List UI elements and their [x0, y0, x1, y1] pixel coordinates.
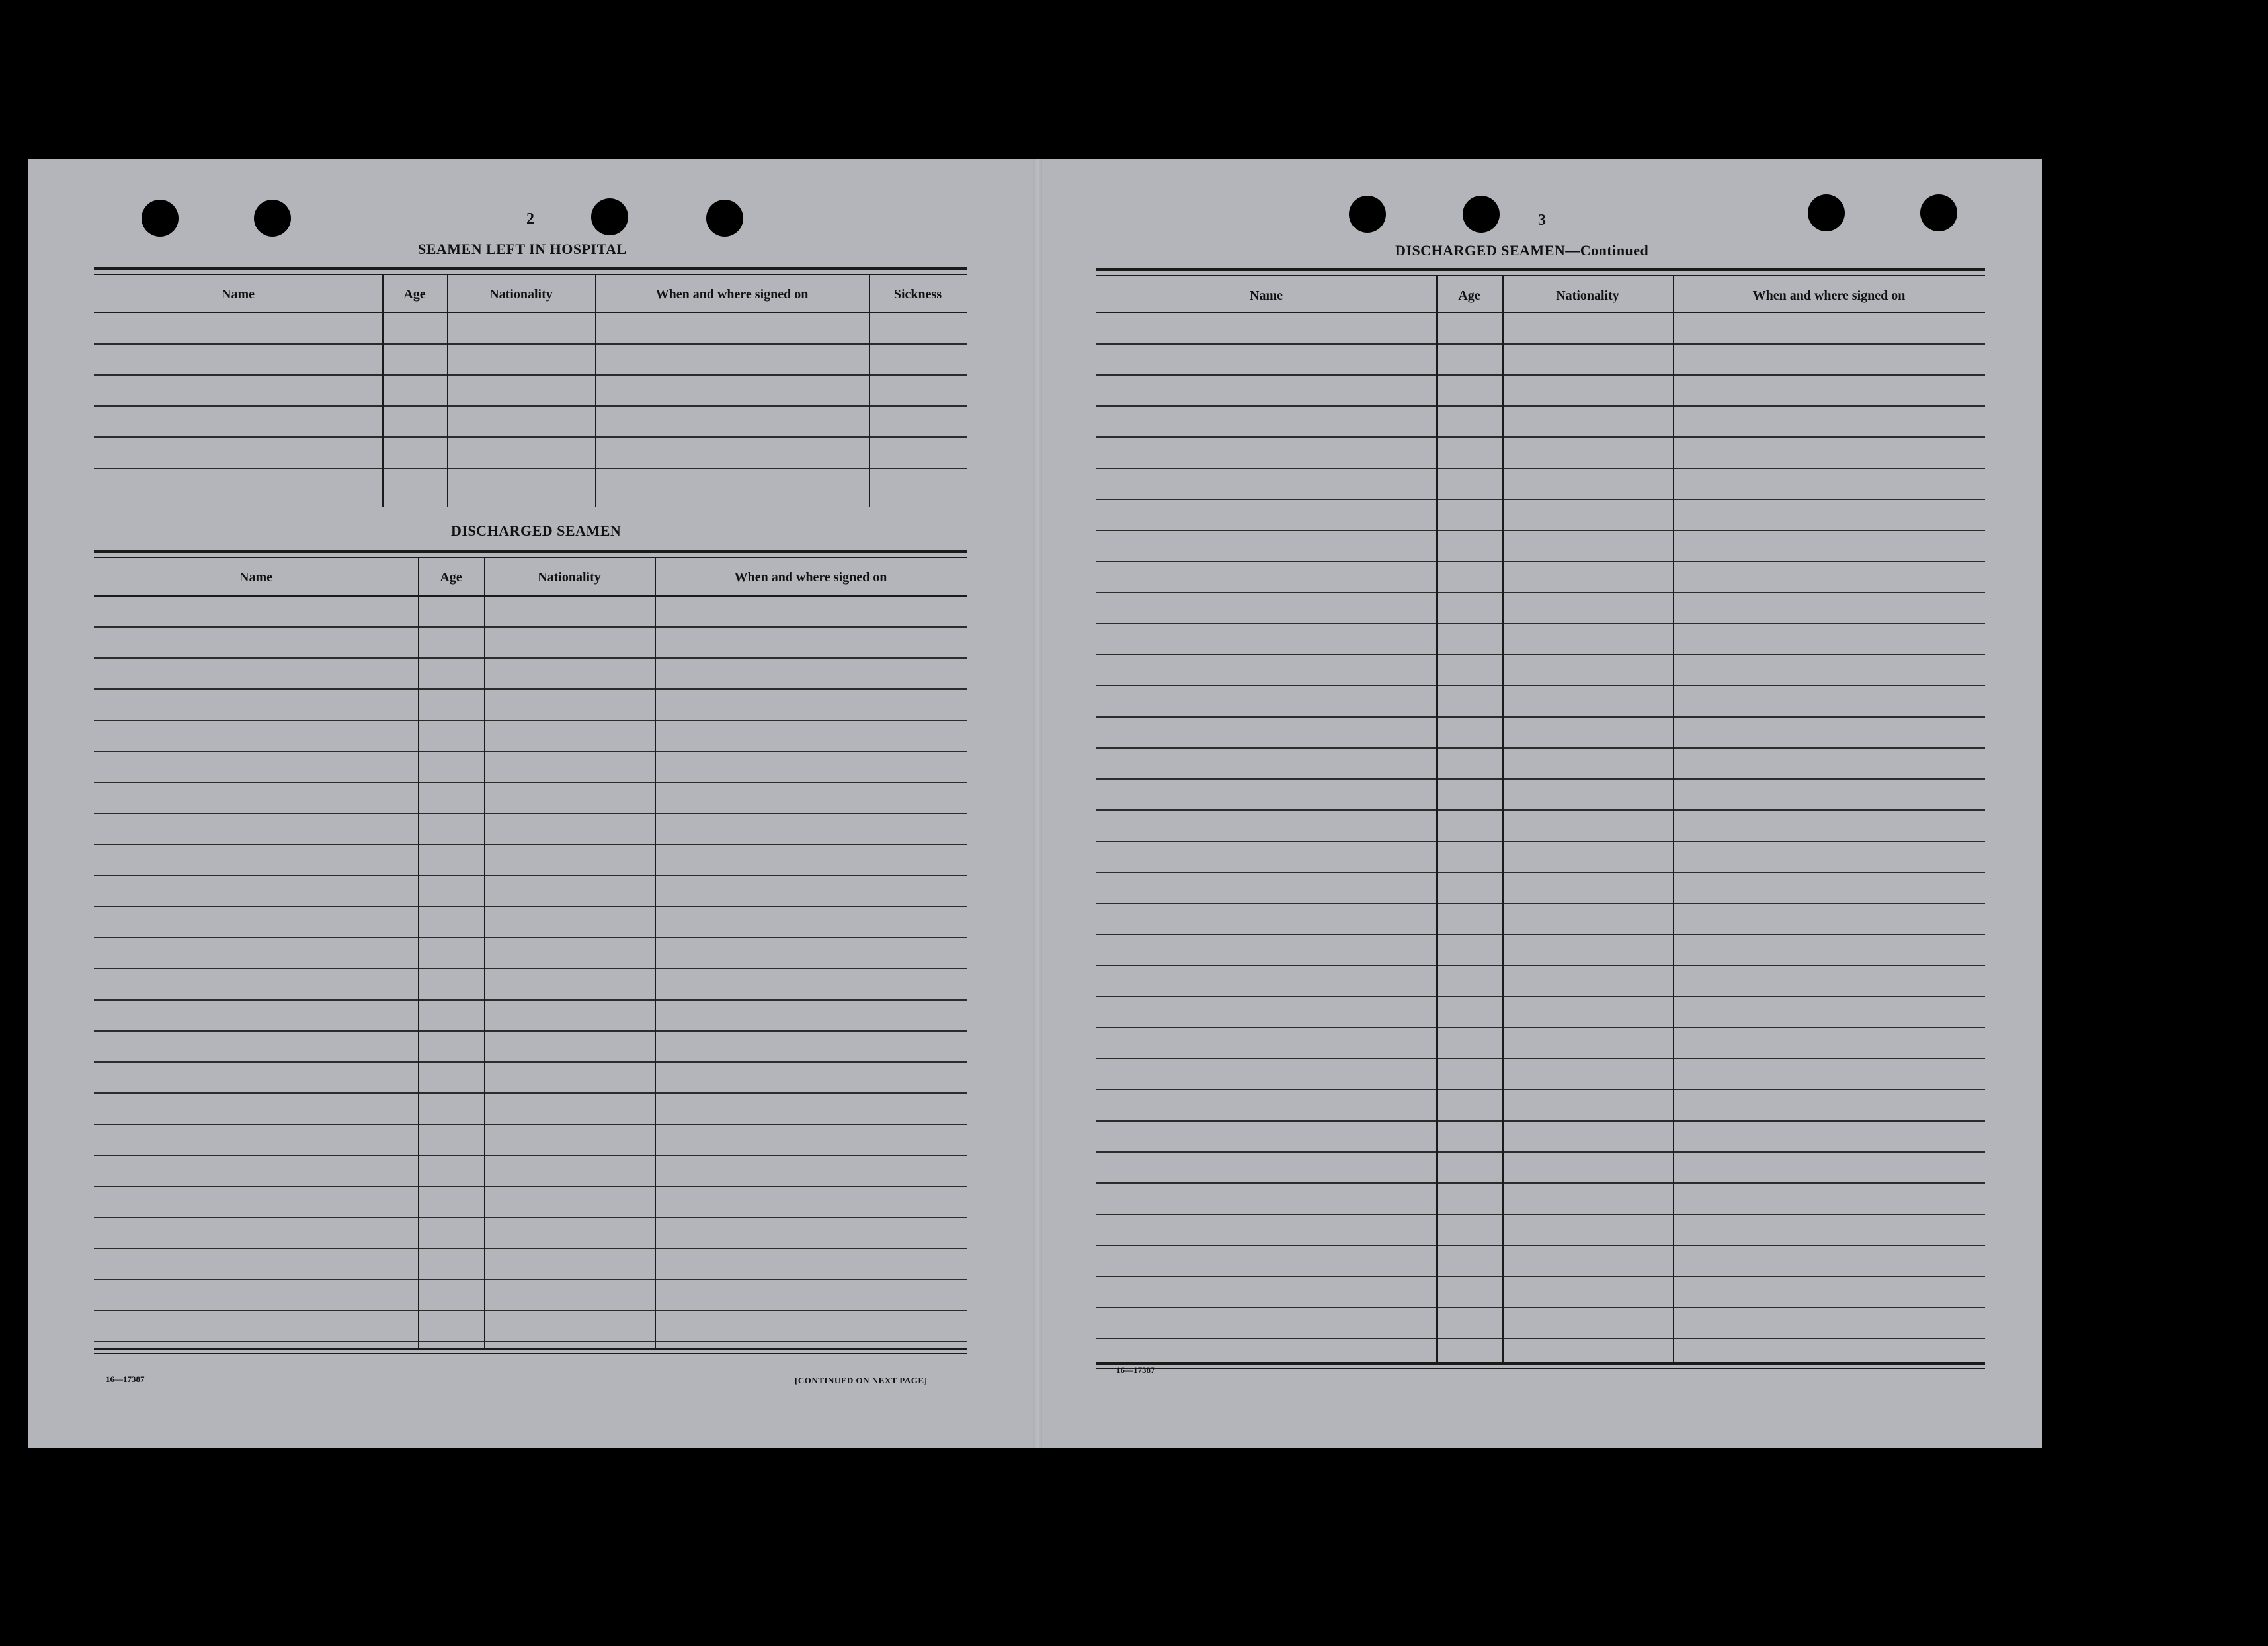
page-number: 2	[526, 210, 534, 227]
table-top-rule	[94, 267, 967, 270]
column-header-nationality: Nationality	[489, 287, 553, 302]
punch-hole	[254, 200, 291, 237]
column-header-name: Name	[1250, 288, 1283, 303]
hospital-table	[94, 267, 967, 513]
column-divider	[447, 274, 448, 507]
column-divider	[484, 557, 485, 1348]
table-header-rule	[1096, 275, 1985, 276]
column-header-signed-on: When and where signed on	[1752, 288, 1906, 303]
column-header-name: Name	[239, 570, 272, 585]
column-divider	[655, 557, 656, 1348]
table-header-rule	[94, 557, 967, 558]
table-bottom-rule	[94, 1348, 967, 1350]
column-header-name: Name	[222, 287, 255, 302]
punch-hole	[142, 200, 179, 237]
table-bottom-rule	[1096, 1362, 1985, 1365]
hospital-section-title: SEAMEN LEFT IN HOSPITAL	[418, 241, 627, 257]
discharged-section-title: DISCHARGED SEAMEN	[451, 522, 622, 539]
punch-hole	[706, 200, 743, 237]
column-divider	[869, 274, 870, 507]
page-number: 3	[1538, 212, 1546, 229]
punch-hole	[1463, 196, 1500, 233]
document-sheet	[28, 159, 2042, 1448]
column-header-age: Age	[440, 570, 462, 585]
column-divider	[382, 274, 384, 507]
column-header-nationality: Nationality	[1556, 288, 1619, 303]
table-bottom-rule	[94, 1353, 967, 1354]
punch-hole	[1808, 194, 1845, 231]
column-header-age: Age	[1458, 288, 1480, 303]
table-rows	[1096, 313, 1985, 1357]
discharged-table	[94, 550, 967, 1364]
column-header-nationality: Nationality	[538, 570, 601, 585]
continued-note: [CONTINUED ON NEXT PAGE]	[795, 1376, 928, 1385]
punch-hole	[591, 198, 628, 235]
column-header-signed-on: When and where signed on	[734, 570, 887, 585]
column-divider	[1502, 275, 1504, 1362]
table-rows	[94, 597, 967, 1344]
punch-hole	[1920, 194, 1957, 231]
column-divider	[1673, 275, 1674, 1362]
column-header-sickness: Sickness	[893, 287, 942, 302]
column-header-age: Age	[403, 287, 426, 302]
punch-hole	[1349, 196, 1386, 233]
table-top-rule	[1096, 268, 1985, 271]
column-divider	[418, 557, 419, 1348]
table-bottom-rule	[1096, 1368, 1985, 1369]
table-header-rule	[94, 274, 967, 275]
column-header-signed-on: When and where signed on	[655, 287, 809, 302]
discharged-continued-table	[1096, 268, 1985, 1377]
form-number: 16—17387	[106, 1374, 145, 1384]
table-top-rule	[94, 550, 967, 553]
column-divider	[1436, 275, 1438, 1362]
form-number: 16—17387	[1116, 1365, 1155, 1375]
discharged-continued-title: DISCHARGED SEAMEN—Continued	[1395, 242, 1649, 259]
table-rows	[94, 313, 967, 499]
column-divider	[595, 274, 596, 507]
